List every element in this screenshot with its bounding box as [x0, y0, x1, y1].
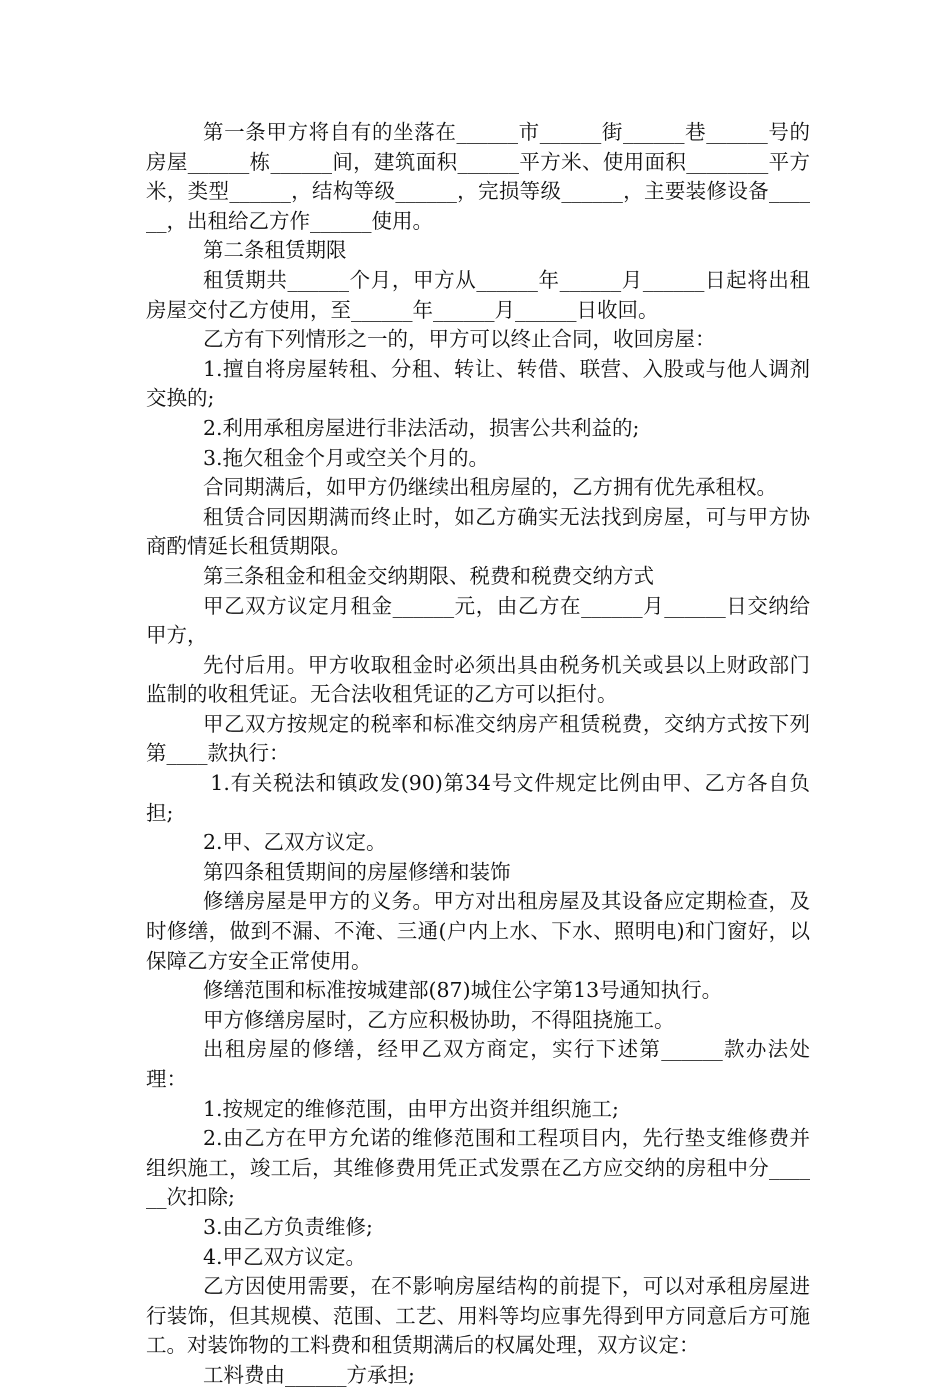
paragraph-article-1-premises: 第一条甲方将自有的坐落在______市______街______巷______号的房屋______栋______间，建筑面积______平方米、使用面积________平方米，类型______，结构等级______，完损等级______，主要装修设备______，出租给乙方作______使用。: [146, 120, 810, 233]
paragraph-material-cost: 工料费由______方承担;: [203, 1362, 415, 1387]
heading-article-4-repairs: 第四条租赁期间的房屋修缮和装饰: [203, 859, 511, 884]
paragraph-repair-standard: 修缮范围和标准按城建部(87)城住公字第13号通知执行。: [203, 978, 723, 1003]
paragraph-termination-conditions: 乙方有下列情形之一的，甲方可以终止合同，收回房屋：: [203, 327, 716, 352]
list-item-repair-4: 4.甲乙双方议定。: [203, 1244, 367, 1269]
paragraph-monthly-rent: 甲乙双方议定月租金______元，由乙方在______月______日交纳给甲方，: [146, 593, 810, 648]
list-item-tax-2: 2.甲、乙双方议定。: [203, 830, 387, 855]
list-item-repair-1: 1.按规定的维修范围，由甲方出资并组织施工;: [203, 1096, 619, 1121]
document-page: [146, 118, 810, 1391]
paragraph-lease-period: 租赁期共______个月，甲方从______年______月______日起将出租房屋交付乙方使用，至______年______月______日收回。: [146, 267, 810, 322]
paragraph-repair-method: 出租房屋的修缮，经甲乙双方商定，实行下述第______款办法处理：: [146, 1037, 810, 1091]
paragraph-extension: 租赁合同因期满而终止时，如乙方确实无法找到房屋，可与甲方协商酌情延长租赁期限。: [146, 504, 810, 559]
heading-article-3-rent: 第三条租金和租金交纳期限、税费和税费交纳方式: [203, 563, 654, 588]
list-item-termination-3: 3.拖欠租金个月或空关个月的。: [203, 445, 490, 470]
paragraph-repair-cooperation: 甲方修缮房屋时，乙方应积极协助，不得阻挠施工。: [203, 1007, 675, 1032]
paragraph-decoration: 乙方因使用需要，在不影响房屋结构的前提下，可以对承租房屋进行装饰，但其规模、范围、工艺、用料等均应事先得到甲方同意后方可施工。对装饰物的工料费和租赁期满后的权属处理，双方议定：: [146, 1274, 810, 1358]
list-item-tax-1: 1.有关税法和镇政发(90)第34号文件规定比例由甲、乙方各自负担;: [146, 771, 810, 825]
paragraph-tax-payment: 甲乙双方按规定的税率和标准交纳房产租赁税费，交纳方式按下列第____款执行：: [146, 711, 810, 766]
list-item-repair-2: 2.由乙方在甲方允诺的维修范围和工程项目内，先行垫支维修费并组织施工，竣工后，其维修费用凭正式发票在乙方应交纳的房租中分______次扣除;: [146, 1126, 810, 1210]
list-item-termination-1: 1.擅自将房屋转租、分租、转让、转借、联营、入股或与他人调剂交换的;: [146, 356, 810, 411]
paragraph-repair-duty: 修缮房屋是甲方的义务。甲方对出租房屋及其设备应定期检查，及时修缮，做到不漏、不淹、三通(户内上水、下水、照明电)和门窗好，以保障乙方安全正常使用。: [146, 889, 810, 973]
heading-article-2-lease-term: 第二条租赁期限: [203, 238, 347, 263]
list-item-termination-2: 2.利用承租房屋进行非法活动，损害公共利益的;: [203, 415, 640, 440]
paragraph-priority-renewal: 合同期满后，如甲方仍继续出租房屋的，乙方拥有优先承租权。: [203, 475, 777, 500]
paragraph-rent-receipt: 先付后用。甲方收取租金时必须出具由税务机关或县以上财政部门监制的收租凭证。无合法收租凭证的乙方可以拒付。: [146, 652, 810, 707]
list-item-repair-3: 3.由乙方负责维修;: [203, 1214, 373, 1239]
